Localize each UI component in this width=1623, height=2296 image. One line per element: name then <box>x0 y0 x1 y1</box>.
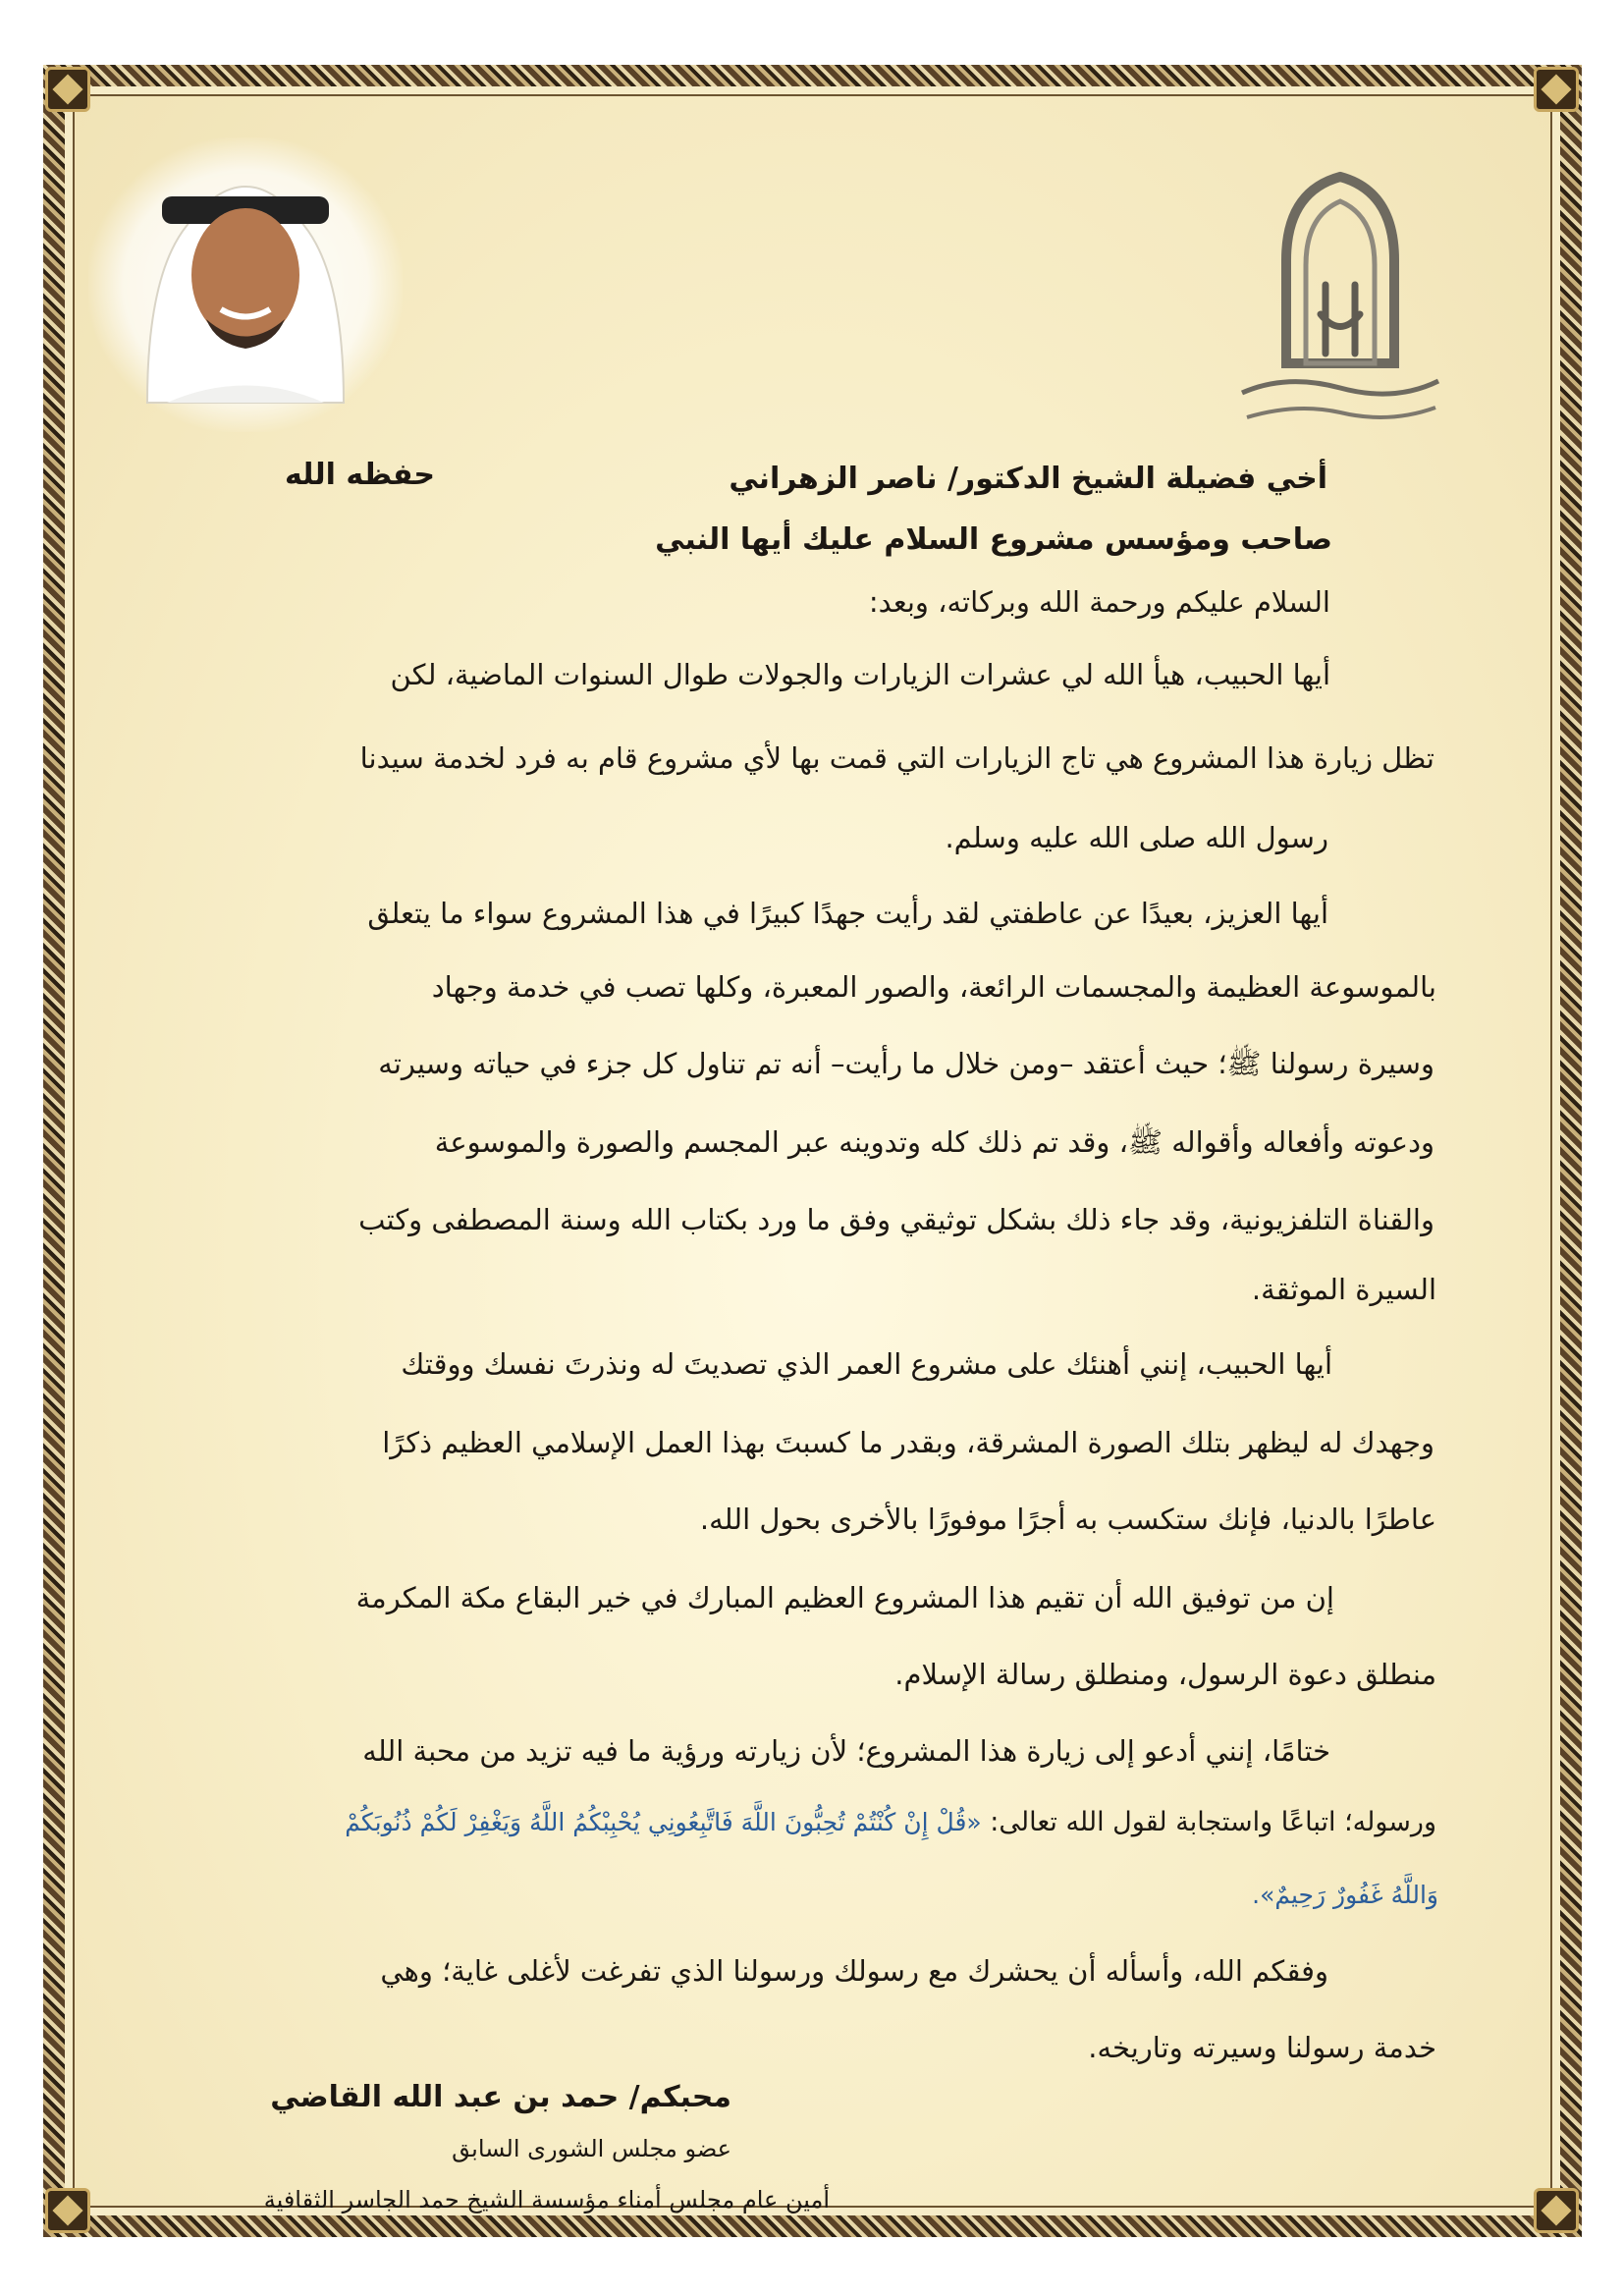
paragraph-1-line: أيها الحبيب، هيأ الله لي عشرات الزيارات والجولات طوال السنوات الماضية، لكن <box>390 658 1330 691</box>
signature-title: أمين عام مجلس أمناء مؤسسة الشيخ حمد الجاسر الثقافية <box>263 2186 830 2214</box>
paragraph-5-line: ختامًا، إنني أدعو إلى زيارة هذا المشروع؛ لأن زيارته ورؤية ما فيه تزيد من محبة الله <box>362 1734 1330 1768</box>
addressee-line: أخي فضيلة الشيخ الدكتور/ ناصر الزهراني <box>729 462 1327 496</box>
paragraph-5-line <box>345 1807 1436 1837</box>
paragraph-2-line: بالموسوعة العظيمة والمجسمات الرائعة، والصور المعبرة، وكلها تصب في خدمة وجهاد <box>431 970 1436 1004</box>
quran-quote: «قُلْ إِنْ كُنْتُمْ تُحِبُّونَ اللَّهَ فَاتَّبِعُونِي يُحْبِبْكُمُ اللَّهُ وَيَغْفِرْ لَكُمْ ذُنُوبَكُمْ <box>345 1808 982 1836</box>
paragraph-6-line: خدمة رسولنا وسيرته وتاريخه. <box>1088 2031 1436 2064</box>
paragraph-5-prefix: ورسوله؛ اتباعًا واستجابة لقول الله تعالى: <box>990 1807 1436 1837</box>
corner-ornament-icon <box>45 67 90 112</box>
corner-ornament-icon <box>45 2188 90 2233</box>
paragraph-3-line: أيها الحبيب، إنني أهنئك على مشروع العمر الذي تصديتَ له ونذرتَ نفسك ووقتك <box>401 1347 1332 1381</box>
paragraph-4-line: منطلق دعوة الرسول، ومنطلق رسالة الإسلام. <box>894 1658 1436 1691</box>
arch-logo-icon <box>1227 167 1453 442</box>
project-logo <box>1227 167 1453 442</box>
paragraph-3-line: وجهدك له ليظهر بتلك الصورة المشرقة، وبقدر ما كسبتَ بهذا العمل الإسلامي العظيم ذكرًا <box>382 1426 1434 1459</box>
role-line: صاحب ومؤسس مشروع السلام عليك أيها النبي <box>655 522 1332 557</box>
paragraph-1-line: تظل زيارة هذا المشروع هي تاج الزيارات التي قمت بها لأي مشروع قام به فرد لخدمة سيدنا <box>359 741 1434 775</box>
greeting-line: السلام عليكم ورحمة الله وبركاته، وبعد: <box>868 585 1330 619</box>
corner-ornament-icon <box>1534 2188 1579 2233</box>
corner-ornament-icon <box>1534 67 1579 112</box>
paragraph-4-line: إن من توفيق الله أن تقيم هذا المشروع العظيم المبارك في خير البقاع مكة المكرمة <box>355 1581 1334 1614</box>
paragraph-2-line: ودعوته وأفعاله وأقواله ﷺ، وقد تم ذلك كله وتدوينه عبر المجسم والصورة والموسوعة <box>434 1125 1434 1159</box>
paragraph-2-line: وسيرة رسولنا ﷺ؛ حيث أعتقد –ومن خلال ما رأيت– أنه تم تناول كل جزء في حياته وسيرته <box>378 1047 1434 1080</box>
signature-name: محبكم/ حمد بن عبد الله القاضي <box>270 2080 731 2114</box>
quran-quote: وَاللَّهُ غَفُورٌ رَحِيمٌ». <box>1252 1881 1438 1909</box>
portrait-icon <box>128 157 363 422</box>
paragraph-3-line: عاطرًا بالدنيا، فإنك ستكسب به أجرًا موفورًا بالأخرى بحول الله. <box>699 1503 1436 1536</box>
paragraph-2-line: السيرة الموثقة. <box>1251 1273 1436 1306</box>
author-portrait <box>88 137 403 432</box>
paragraph-6-line: وفقكم الله، وأسأله أن يحشرك مع رسولك ورسولنا الذي تفرغت لأغلى غاية؛ وهي <box>380 1954 1328 1988</box>
honorific: حفظه الله <box>284 458 435 492</box>
paragraph-2-line: أيها العزيز، بعيدًا عن عاطفتي لقد رأيت جهدًا كبيرًا في هذا المشروع سواء ما يتعلق <box>367 897 1328 930</box>
signature-title: عضو مجلس الشورى السابق <box>452 2135 731 2162</box>
paragraph-1-line: رسول الله صلى الله عليه وسلم. <box>945 821 1328 854</box>
paragraph-2-line: والقناة التلفزيونية، وقد جاء ذلك بشكل توثيقي وفق ما ورد بكتاب الله وسنة المصطفى وكتب <box>358 1203 1434 1236</box>
